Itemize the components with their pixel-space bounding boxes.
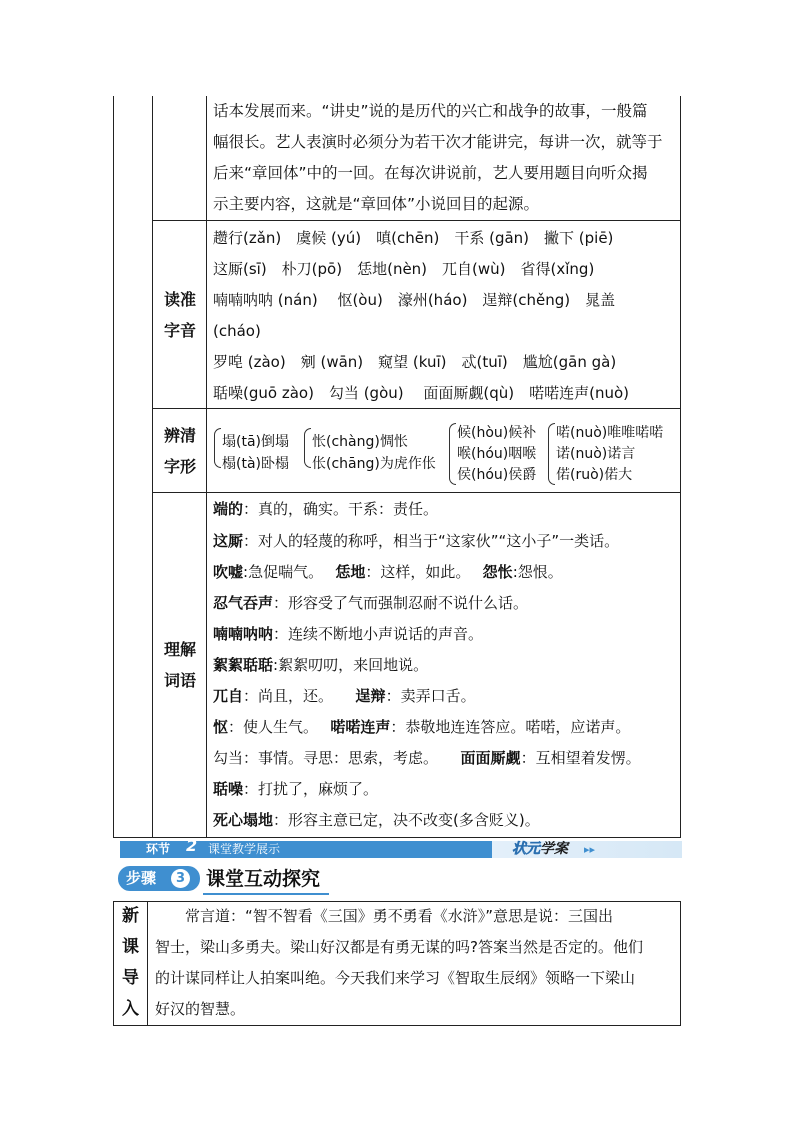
- brand-bold: 学案: [540, 841, 568, 857]
- t1-border-col1: [152, 96, 153, 838]
- intro-body: [155, 901, 677, 1025]
- glyph-group: [222, 431, 289, 475]
- intro-body-line: 好汉的智慧。: [155, 1000, 246, 1018]
- banner-huanjie: 环节: [146, 842, 171, 856]
- vocab-row: 喃喃呐呐：连续不断地小声说话的声音。: [213, 625, 484, 643]
- t1-border-right: [680, 96, 681, 838]
- pronunciation-row: 喃喃呐呐 (nán) 怄(òu) 濠州(háo) 逞辩(chěng) 晁盖: [213, 291, 616, 309]
- glyph-item: 伥(chāng)为虎作伥: [312, 456, 436, 472]
- intro-line: 话本发展而来。“讲史”说的是历代的兴亡和战争的故事，一般篇: [213, 102, 648, 120]
- t2-border-right: [680, 901, 681, 1026]
- glyph-brace: [214, 428, 221, 468]
- banner-subtitle: 课堂教学展示: [208, 842, 281, 856]
- brand-light: 状元: [512, 841, 540, 857]
- vocab-row: 絮絮聒聒:絮絮叨叨，来回地说。: [213, 656, 429, 674]
- step-number: 3: [175, 871, 186, 886]
- banner-arrows-icon: ▸▸: [584, 843, 596, 856]
- pronunciation-row: 趱行(zǎn) 虞候 (yú) 嗔(chēn) 干系 (gān) 撇下 (piē): [213, 229, 614, 247]
- pronunciation-row: (cháo): [213, 322, 261, 340]
- t2-border-bottom: [113, 1025, 681, 1026]
- glyph-item: 喉(hóu)咽喉: [457, 446, 537, 462]
- pronunciation-row: 罗唣 (zào) 剜 (wān) 窥望 (kuī) 忒(tuī) 尴尬(gān gà): [213, 353, 617, 371]
- glyph-item: 诺(nuò)诺言: [556, 446, 636, 462]
- pronunciation-label: 读准 字音: [163, 290, 196, 340]
- intro-body-line: 智士，梁山多勇夫。梁山好汉都是有勇无谋的吗?答案当然是否定的。他们: [155, 938, 643, 956]
- banner-brand: [512, 840, 568, 858]
- vocab-row: 吹嘘:急促喘气。 恁地：这样，如此。 怨怅:怨恨。: [213, 563, 563, 581]
- step-title: 课堂互动探究: [206, 868, 321, 890]
- vocab-label: 理解 词语: [163, 640, 196, 690]
- pronunciation-row: 这厮(sī) 朴刀(pō) 恁地(nèn) 兀自(wù) 省得(xǐng): [213, 260, 595, 278]
- banner-number: 2: [186, 836, 198, 855]
- intro-paragraph: [213, 96, 678, 220]
- glyph-item: 侯(hóu)侯爵: [457, 467, 537, 483]
- intro-line: 示主要内容，这就是“章回体”小说回目的起源。: [213, 195, 540, 213]
- vocab-row: 聒噪：打扰了，麻烦了。: [213, 780, 379, 798]
- intro-body-line: 的计谋同样让人拍案叫绝。今天我们来学习《智取生辰纲》领略一下梁山: [155, 969, 636, 987]
- vocab-row: 兀自：尚且，还。 逞辩：卖弄口舌。: [213, 687, 476, 705]
- intro-body-line: 常言道：“智不智看《三国》勇不勇看《水浒》”意思是说：三国出: [155, 907, 614, 925]
- glyph-brace: [304, 428, 311, 468]
- glyph-item: 榻(tà)卧榻: [222, 456, 289, 472]
- step-underline: [203, 893, 329, 895]
- pronunciation-row: 聒噪(guō zào) 勾当 (gòu) 面面厮觑(qù) 喏喏连声(nuò): [213, 384, 629, 402]
- glyph-item: 塌(tā)倒塌: [222, 434, 289, 450]
- intro-side-label: 新 课 导 入: [122, 906, 139, 1019]
- step-label: 步骤: [126, 869, 157, 887]
- t1-rule-1: [152, 220, 681, 221]
- vocab-row: 这厮：对人的轻蔑的称呼，相当于“这家伙”“这小子”一类话。: [213, 532, 620, 550]
- glyph-group: [312, 431, 436, 475]
- glyph-group: [556, 423, 663, 486]
- vocab-row: 端的：真的，确实。干系：责任。: [213, 500, 439, 518]
- step-number-badge: [171, 869, 190, 888]
- glyph-brace: [548, 423, 555, 485]
- vocab-row: 勾当：事情。寻思：思索，考虑。 面面厮觑：互相望着发愣。: [213, 749, 641, 767]
- glyph-item: 偌(ruò)偌大: [556, 467, 633, 483]
- glyph-group: [457, 423, 536, 486]
- glyph-item: 怅(chàng)惆怅: [312, 434, 408, 450]
- t1-border-col2: [206, 96, 207, 838]
- glyph-item: 喏(nuò)唯唯喏喏: [556, 425, 664, 441]
- intro-line: 后来“章回体”中的一回。在每次讲说前，艺人要用题目向听众揭: [213, 164, 648, 182]
- glyph-item: 候(hòu)候补: [457, 425, 537, 441]
- t2-border-mid: [147, 901, 148, 1026]
- t1-rule-3: [152, 492, 681, 493]
- vocab-row: 怄：使人生气。 喏喏连声：恭敬地连连答应。喏喏，应诺声。: [213, 718, 631, 736]
- glyph-label: 辨清 字形: [163, 426, 196, 476]
- t1-rule-bottom: [113, 837, 681, 838]
- glyph-brace: [449, 423, 456, 485]
- t1-border-left: [113, 96, 114, 838]
- vocab-row: 死心塌地：形容主意已定，决不改变(多含贬义)。: [213, 811, 540, 829]
- intro-line: 幅很长。艺人表演时必须分为若干次才能讲完，每讲一次，就等于: [213, 133, 663, 151]
- vocab-row: 忍气吞声：形容受了气而强制忍耐不说什么话。: [213, 594, 529, 612]
